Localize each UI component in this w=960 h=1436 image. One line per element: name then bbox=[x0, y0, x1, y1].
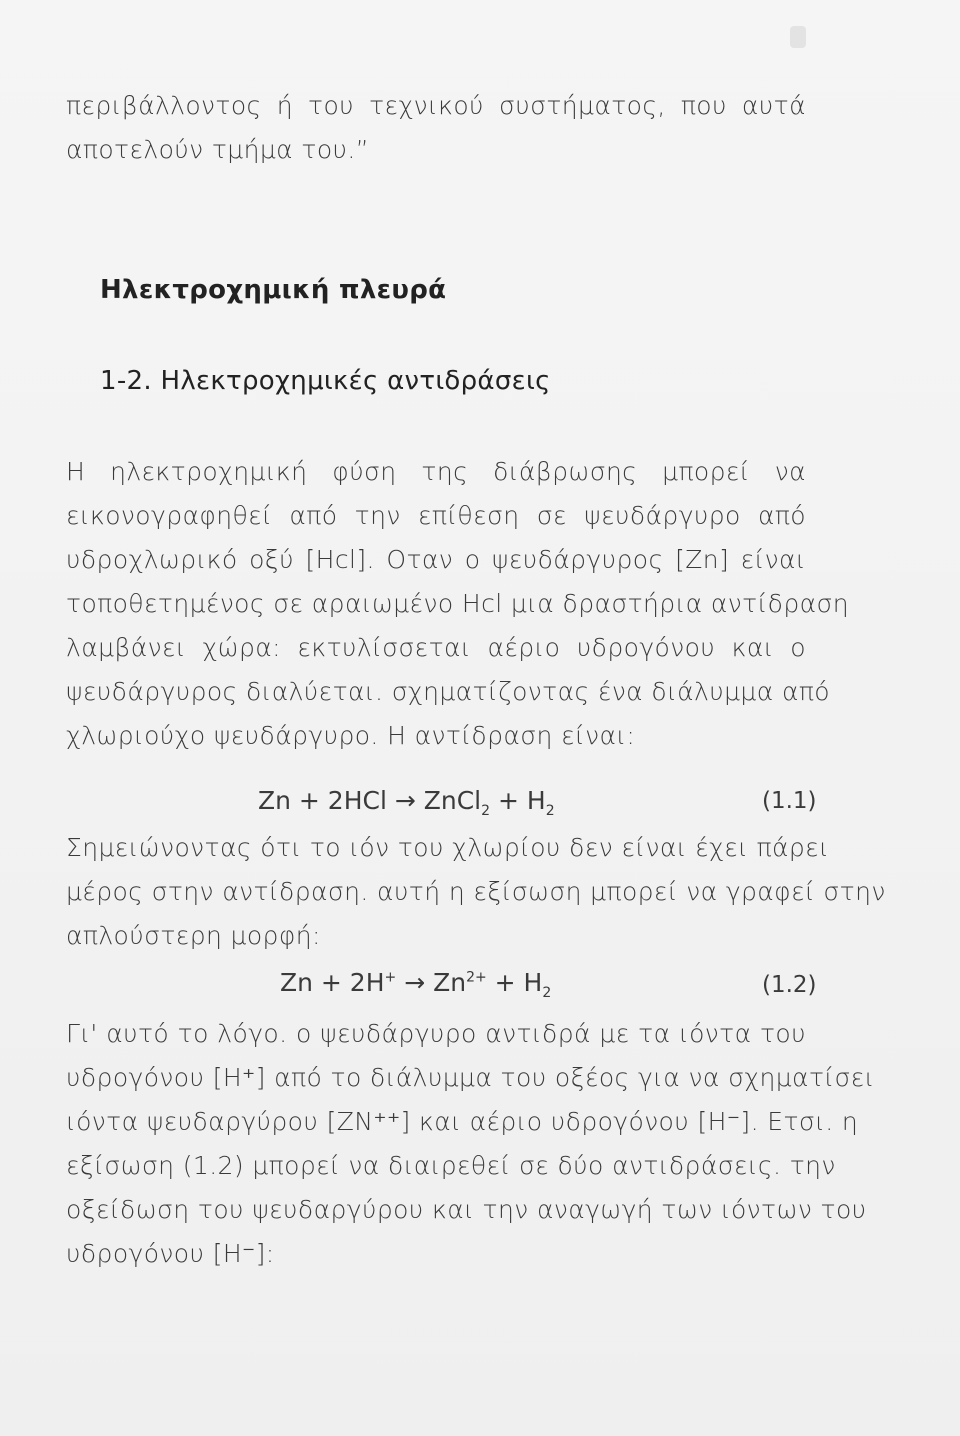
paragraph-2 bbox=[66, 826, 886, 958]
scan-artifact bbox=[790, 26, 806, 48]
equation-part: → Zn bbox=[396, 968, 467, 997]
equation-part: Zn + 2H bbox=[280, 968, 385, 997]
text-line: οξείδωση του ψευδαργύρου και την αναγωγή των ιόντων του bbox=[66, 1195, 867, 1224]
text-line: υδρογόνου [H⁺] από το διάλυμμα του οξέος για να σχηματίσει bbox=[66, 1063, 875, 1092]
equation-part: + H bbox=[486, 968, 543, 997]
section-title: Ηλεκτροχημική πλευρά bbox=[100, 275, 447, 305]
intro-paragraph bbox=[66, 84, 806, 172]
text-line: ψευδάργυρος διαλύεται. σχηματίζοντας ένα διάλυμμα από bbox=[66, 677, 830, 706]
text-line: απλούστερη μορφή: bbox=[66, 921, 321, 950]
equation-subscript: 2 bbox=[481, 803, 491, 819]
equation-subscript: 2 bbox=[545, 803, 555, 819]
text-line: Γι' αυτό το λόγο. ο ψευδάργυρο αντιδρά με τα ιόντα του bbox=[66, 1019, 806, 1048]
text-line: εξίσωση (1.2) μπορεί να διαιρεθεί σε δύο αντιδράσεις. την bbox=[66, 1151, 836, 1180]
text-line: λαμβάνει χώρα: εκτυλίσσεται αέριο υδρογόνου και ο bbox=[66, 633, 806, 662]
paragraph-1 bbox=[66, 450, 849, 758]
paragraph-3 bbox=[66, 1012, 875, 1276]
text-line: Σημειώνοντας ότι το ιόν του χλωρίου δεν είναι έχει πάρει bbox=[66, 833, 830, 862]
equation-superscript: + bbox=[384, 969, 397, 986]
text-line: αποτελούν τμήμα του.” bbox=[66, 135, 370, 164]
equation-1-1 bbox=[258, 786, 555, 819]
text-line: τοποθετημένος σε αραιωμένο Hcl μια δραστήρια αντίδραση bbox=[66, 589, 849, 618]
text-line: Η ηλεκτροχημική φύση της διάβρωσης μπορεί να bbox=[66, 457, 806, 486]
text-line: υδρογόνου [H⁻]: bbox=[66, 1239, 275, 1268]
text-line: περιβάλλοντος ή του τεχνικού συστήματος, που αυτά bbox=[66, 91, 806, 120]
equation-1-2 bbox=[280, 968, 551, 1001]
text-line: υδροχλωρικό οξύ [Hcl]. Οταν ο ψευδάργυρος [Zn] είναι bbox=[66, 545, 806, 574]
equation-subscript: 2 bbox=[542, 985, 552, 1001]
subsection-title: 1-2. Ηλεκτροχημικές αντιδράσεις bbox=[100, 366, 551, 396]
text-line: μέρος στην αντίδραση. αυτή η εξίσωση μπορεί να γραφεί στην bbox=[66, 877, 886, 906]
equation-part: Zn + 2HCl → ZnCl bbox=[258, 786, 482, 815]
equation-part: + H bbox=[490, 786, 546, 815]
equation-number: (1.1) bbox=[762, 788, 817, 814]
text-line: χλωριούχο ψευδάργυρο. Η αντίδραση είναι: bbox=[66, 721, 636, 750]
equation-number: (1.2) bbox=[762, 972, 817, 998]
equation-superscript: 2+ bbox=[466, 969, 487, 986]
text-line: εικονογραφηθεί από την επίθεση σε ψευδάργυρο από bbox=[66, 501, 806, 530]
text-line: ιόντα ψευδαργύρου [ZN⁺⁺] και αέριο υδρογόνου [H⁻]. Ετσι. η bbox=[66, 1107, 859, 1136]
